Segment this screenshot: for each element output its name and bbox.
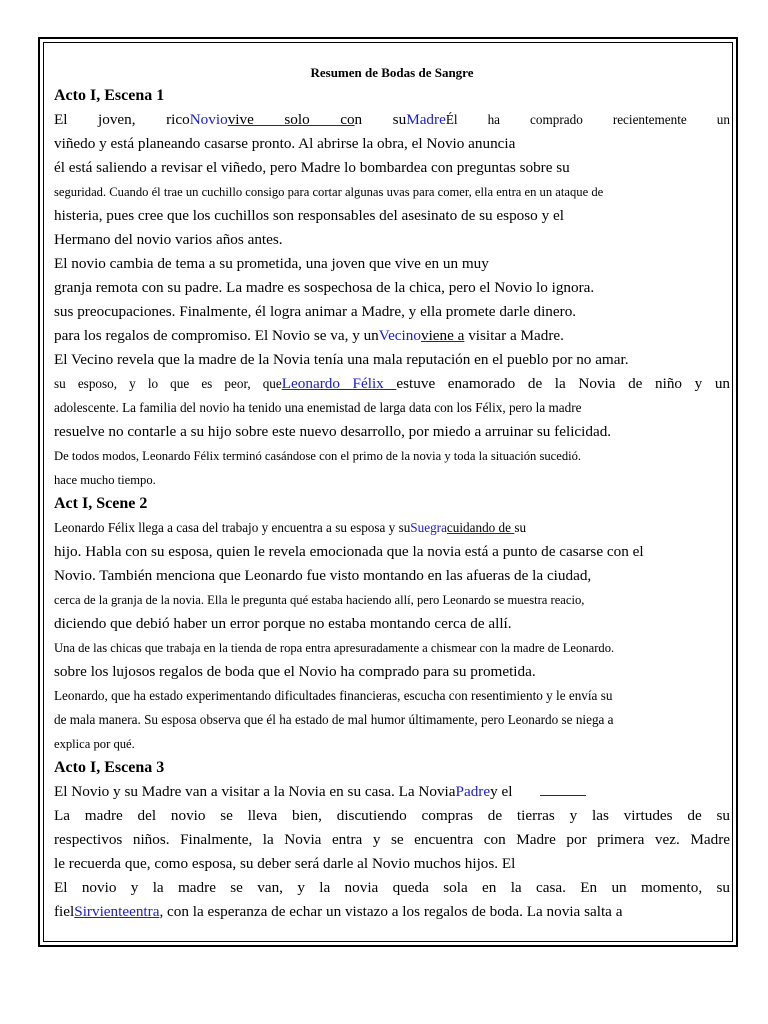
paragraph-line [54,396,730,420]
text-segment: cerca de la granja de la novia. Ella le pregunta qué estaba haciendo allí, pero Leonardo se muestra reacio, [54,593,585,607]
text-segment: viene a [420,327,465,344]
text-segment: cuidando de [446,520,515,535]
text-segment: él está saliendo a revisar el viñedo, pero Madre lo bombardea con preguntas sobre su [54,159,570,176]
paragraph-line [54,660,730,684]
document-title: Resumen de Bodas de Sangre [310,65,474,80]
paragraph-line [54,444,730,468]
character-name: Suegra [410,520,447,535]
text-segment: De todos modos, Leonardo Félix terminó casándose con el primo de la novia y toda la situación sucedió. [54,449,582,463]
paragraph-line [54,708,730,732]
text-segment: sus preocupaciones. Finalmente, él logra animar a Madre, y ella promete darle dinero. [54,303,577,320]
text-segment: Una de las chicas que trabaja en la tienda de ropa entra apresuradamente a chismear con la madre de Leonardo. [54,641,615,655]
paragraph-line [54,588,730,612]
character-name: Padre [455,783,491,800]
text-segment: visitar a Madre. [464,327,564,344]
text-segment: granja remota con su padre. La madre es sospechosa de la chica, pero el Novio lo ignora. [54,279,595,296]
text-segment: respectivos niños. Finalmente, la Novia entra y se encuentra con Madre por primera vez. Madre [54,831,730,848]
text-segment: , con la esperanza de echar un vistazo a los regalos de boda. La novia salta a [159,903,623,920]
paragraph-line [54,300,730,324]
text-segment: explica por qué. [54,737,135,751]
text-segment: adolescente. La familia del novio ha tenido una enemistad de larga data con los Félix, pero la madre [54,400,582,415]
text-segment: resuelve no contarle a su hijo sobre este nuevo desarrollo, por miedo a arruinar su felicidad. [54,423,612,440]
section-heading: Act I, Scene 2 [54,495,148,512]
text-segment: sobre los lujosos regalos de boda que el Novio ha comprado para su prometida. [54,663,536,680]
character-name: Novio [189,111,228,128]
text-segment: La madre del novio se lleva bien, discutiendo compras de tierras y las virtudes de su [54,807,730,824]
character-name: Sirvienteentra [74,903,160,920]
character-name: Vecino [378,327,421,344]
paragraph-line [54,636,730,660]
section-heading: Acto I, Escena 3 [54,759,165,776]
paragraph-line [54,780,730,804]
character-name: Leonardo Félix [281,375,397,392]
paragraph-line [54,276,730,300]
paragraph-line [54,900,730,924]
text-segment: estuve enamorado de la Novia de niño y un [396,375,731,392]
text-segment: le recuerda que, como esposa, su deber será darle al Novio muchos hijos. El [54,855,516,872]
text-segment: viñedo y está planeando casarse pronto. Al abrirse la obra, el Novio anuncia [54,135,516,152]
paragraph-line [54,540,730,564]
text-segment: El novio cambia de tema a su prometida, una joven que vive en un muy [54,255,489,272]
text-segment: Hermano del novio varios años antes. [54,231,283,248]
text-segment: y el [490,783,513,800]
paragraph-line [54,156,730,180]
paragraph-line [54,684,730,708]
paragraph-line [54,372,730,396]
blank-underline [540,781,586,796]
text-segment: El Novio y su Madre van a visitar a la Novia en su casa. La Novia [54,783,456,800]
document-body [54,62,730,924]
text-segment: seguridad. Cuando él trae un cuchillo consigo para cortar algunas uvas para comer, ella entra en un ataque de [54,185,604,199]
text-segment: Leonardo Félix llega a casa del trabajo y encuentra a su esposa y su [54,520,411,535]
section-heading: Acto I, Escena 1 [54,87,165,104]
text-segment: fiel [54,903,75,920]
paragraph-line [54,732,730,756]
text-segment: El joven, rico [54,111,190,128]
paragraph-line [54,828,730,852]
paragraph-line [54,876,730,900]
paragraph-line [54,132,730,156]
paragraph-line [54,204,730,228]
paragraph-line [54,516,730,540]
paragraph-line [54,612,730,636]
paragraph-line [54,420,730,444]
text-segment: Novio. También menciona que Leonardo fue visto montando en las afueras de la ciudad, [54,567,592,584]
text-segment: Leonardo, que ha estado experimentando dificultades financieras, escucha con resentimiento y le envía su [54,688,613,703]
paragraph-line [54,252,730,276]
text-segment: su esposo, y lo que es peor, que [54,376,282,391]
paragraph-line [54,228,730,252]
text-segment: vive solo co [227,111,355,128]
paragraph-line [54,804,730,828]
text-segment: su [514,520,527,535]
paragraph-line [54,852,730,876]
text-segment: histeria, pues cree que los cuchillos son responsables del asesinato de su esposo y el [54,207,564,224]
character-name: Madre [406,111,446,128]
text-segment: diciendo que debió haber un error porque no estaba montando cerca de allí. [54,615,512,632]
paragraph-line [54,348,730,372]
paragraph-line [54,324,730,348]
text-segment: para los regalos de compromiso. El Novio se va, y un [54,327,379,344]
text-segment: hace mucho tiempo. [54,473,156,487]
text-segment: de mala manera. Su esposa observa que él ha estado de mal humor últimamente, pero Leonardo se niega a [54,712,614,727]
paragraph-line [54,108,730,132]
text-segment: Él ha comprado recientemente un [445,112,730,127]
paragraph-line [54,180,730,204]
text-segment: El Vecino revela que la madre de la Novia tenía una mala reputación en el pueblo por no amar. [54,351,629,368]
paragraph-line [54,468,730,492]
paragraph-line [54,564,730,588]
text-segment: n su [354,111,407,128]
text-segment: hijo. Habla con su esposa, quien le revela emocionada que la novia está a punto de casarse con el [54,543,644,560]
text-segment: El novio y la madre se van, y la novia queda sola en la casa. En un momento, su [54,879,730,896]
